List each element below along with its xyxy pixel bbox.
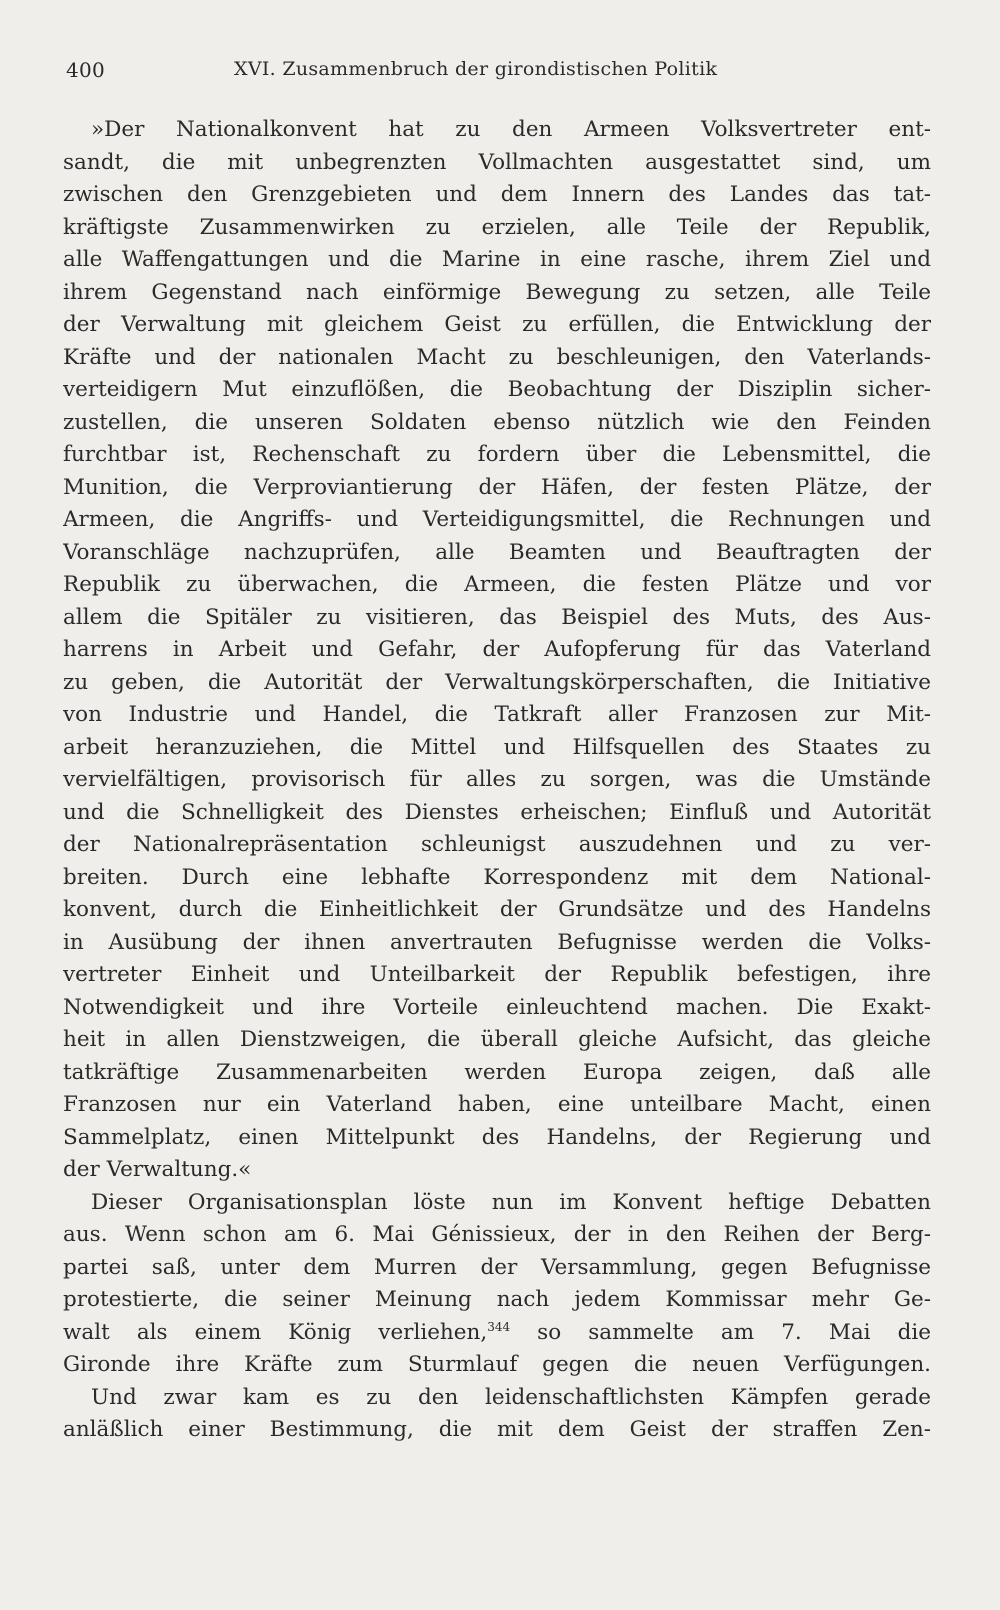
footnote-marker: 344 (487, 1319, 511, 1334)
text-segment: walt als einem König verliehen, (63, 1319, 488, 1345)
text-line: Gironde ihre Kräfte zum Sturmlauf gegen die neuen Verfügungen. (63, 1352, 931, 1377)
text-line: der Nationalrepräsentation schleunigst auszudehnen und zu ver- (63, 832, 931, 857)
text-line: arbeit heranzuziehen, die Mittel und Hilfsquellen des Staates zu (63, 734, 931, 760)
text-line: Franzosen nur ein Vaterland haben, eine unteilbare Macht, einen (63, 1092, 931, 1117)
text-line: breiten. Durch eine lebhafte Korrespondenz mit dem National- (63, 864, 931, 890)
page-number: 400 (66, 58, 106, 82)
text-line: konvent, durch die Einheitlichkeit der Grundsätze und des Handelns (63, 897, 931, 922)
text-line: Armeen, die Angriffs- und Verteidigungsmittel, die Rechnungen und (63, 507, 931, 532)
text-line: Republik zu überwachen, die Armeen, die festen Plätze und vor (63, 572, 931, 597)
text-line: aus. Wenn schon am 6. Mai Génissieux, der in den Reihen der Berg- (63, 1222, 931, 1247)
text-line: verteidigern Mut einzuflößen, die Beobachtung der Disziplin sicher- (63, 377, 931, 402)
running-head (66, 58, 934, 94)
text-line: und die Schnelligkeit des Dienstes erheischen; Einfluß und Autorität (63, 799, 931, 825)
text-line: ihrem Gegenstand nach einförmige Bewegung zu setzen, alle Teile (63, 279, 931, 305)
text-line-with-footnote (63, 1317, 931, 1350)
text-line: zustellen, die unseren Soldaten ebenso nützlich wie den Feinden (63, 409, 931, 435)
text-line: kräftigste Zusammenwirken zu erzielen, alle Teile der Republik, (63, 214, 931, 240)
text-line: der Verwaltung.« (63, 1157, 252, 1182)
text-line: protestierte, die seiner Meinung nach jedem Kommissar mehr Ge- (63, 1287, 931, 1312)
text-line: partei saß, unter dem Murren der Versammlung, gegen Befugnisse (63, 1254, 931, 1280)
text-line: anläßlich einer Bestimmung, die mit dem Geist der straffen Zen- (63, 1417, 931, 1442)
text-line: Kräfte und der nationalen Macht zu beschleunigen, den Vaterlands- (63, 344, 931, 370)
running-title: XVI. Zusammenbruch der girondistischen Politik (234, 58, 718, 80)
text-line: Munition, die Verproviantierung der Häfen, der festen Plätze, der (63, 474, 931, 500)
text-line: in Ausübung der ihnen anvertrauten Befugnisse werden die Volks- (63, 929, 931, 955)
text-segment: so sammelte am 7. Mai die (510, 1319, 931, 1345)
body-text (63, 114, 931, 1447)
text-line: vertreter Einheit und Unteilbarkeit der Republik befestigen, ihre (63, 962, 931, 987)
text-line: Sammelplatz, einen Mittelpunkt des Handelns, der Regierung und (63, 1124, 931, 1150)
text-line: »Der Nationalkonvent hat zu den Armeen Volksvertreter ent- (91, 117, 931, 142)
text-line: Voranschläge nachzuprüfen, alle Beamten und Beauftragten der (63, 539, 931, 565)
text-line: Dieser Organisationsplan löste nun im Konvent heftige Debatten (91, 1189, 931, 1215)
text-line: zwischen den Grenzgebieten und dem Innern des Landes das tat- (63, 182, 931, 207)
text-line: vervielfältigen, provisorisch für alles zu sorgen, was die Umstände (63, 767, 931, 792)
text-line: harrens in Arbeit und Gefahr, der Aufopferung für das Vaterland (63, 637, 931, 662)
text-line: zu geben, die Autorität der Verwaltungskörperschaften, die Initiative (63, 669, 931, 695)
text-line: Notwendigkeit und ihre Vorteile einleuchtend machen. Die Exakt- (63, 994, 931, 1020)
text-line: allem die Spitäler zu visitieren, das Beispiel des Muts, des Aus- (63, 604, 931, 630)
text-line: furchtbar ist, Rechenschaft zu fordern über die Lebensmittel, die (63, 442, 931, 467)
text-line: Und zwar kam es zu den leidenschaftlichsten Kämpfen gerade (91, 1384, 931, 1410)
text-line: sandt, die mit unbegrenzten Vollmachten ausgestattet sind, um (63, 149, 931, 175)
text-line: der Verwaltung mit gleichem Geist zu erfüllen, die Entwicklung der (63, 312, 931, 337)
text-line: tatkräftige Zusammenarbeiten werden Europa zeigen, daß alle (63, 1059, 931, 1085)
text-line: heit in allen Dienstzweigen, die überall gleiche Aufsicht, das gleiche (63, 1027, 931, 1052)
text-line: von Industrie und Handel, die Tatkraft aller Franzosen zur Mit- (63, 702, 931, 727)
text-line: alle Waffengattungen und die Marine in eine rasche, ihrem Ziel und (63, 247, 931, 272)
